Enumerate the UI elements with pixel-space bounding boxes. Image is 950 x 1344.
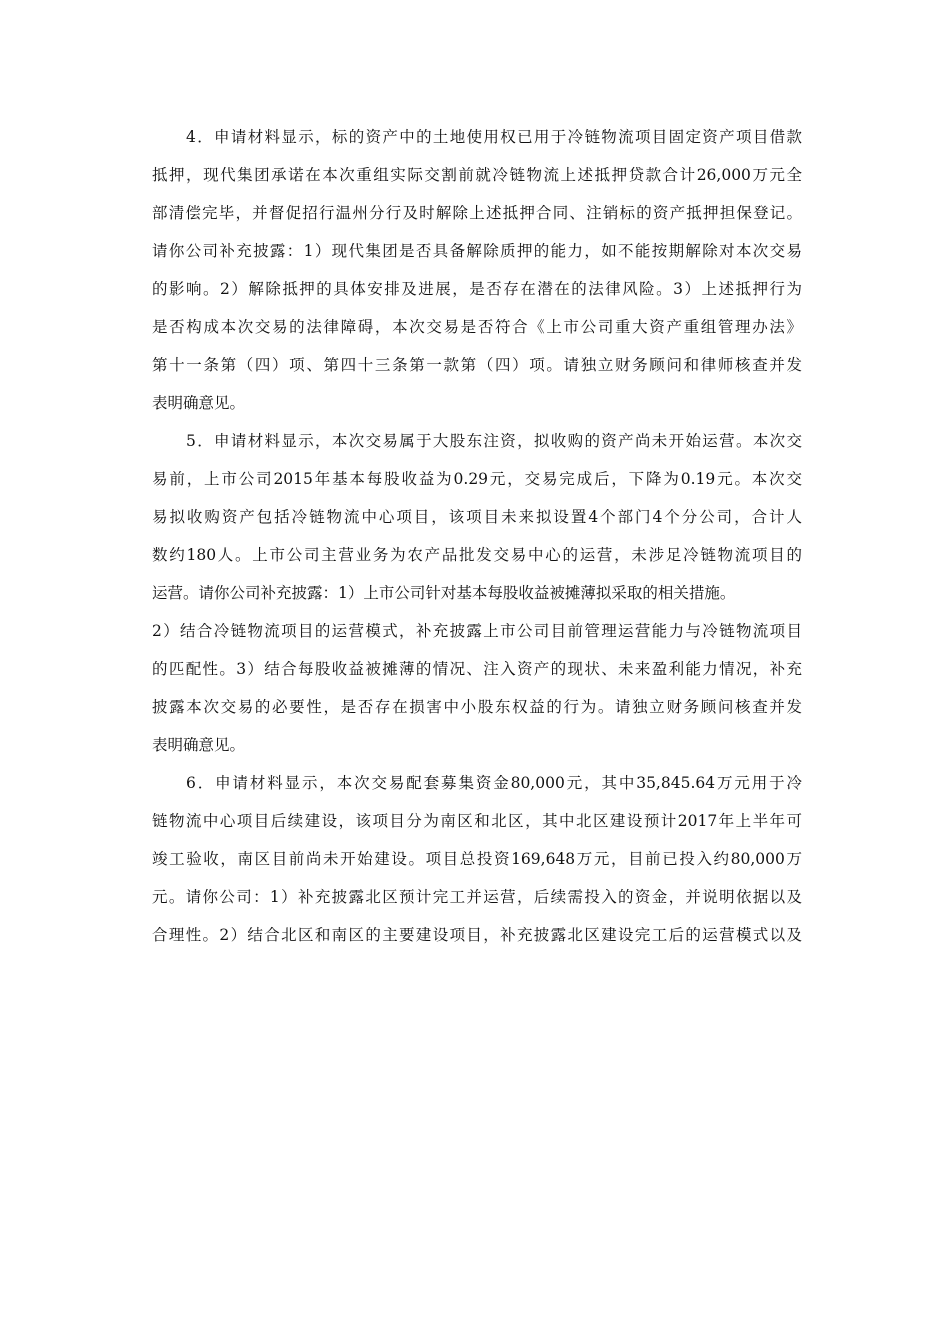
paragraph-line: 的匹配性。3）结合每股收益被摊薄的情况、注入资产的现状、未来盈利能力情况，补充 [152,660,802,678]
paragraph-line: 易前，上市公司2015年基本每股收益为0.29元，交易完成后，下降为0.19元。本次交 [152,470,802,488]
paragraph-line: 5．申请材料显示，本次交易属于大股东注资，拟收购的资产尚未开始运营。本次交 [186,432,802,450]
paragraph-line: 披露本次交易的必要性，是否存在损害中小股东权益的行为。请独立财务顾问核查并发 [152,698,802,716]
paragraph-line: 元。请你公司：1）补充披露北区预计完工并运营，后续需投入的资金，并说明依据以及 [152,888,802,906]
paragraph-line: 竣工验收，南区目前尚未开始建设。项目总投资169,648万元，目前已投入约80,000万 [152,850,802,868]
paragraph-item-6 [152,764,802,954]
paragraph-line: 的影响。2）解除抵押的具体安排及进展，是否存在潜在的法律风险。3）上述抵押行为 [152,280,802,298]
paragraph-line: 表明确意见。 [152,394,246,412]
paragraph-line: 抵押，现代集团承诺在本次重组实际交割前就冷链物流上述抵押贷款合计26,000万元全 [152,166,802,184]
paragraph-line: 表明确意见。 [152,736,246,754]
paragraph-line: 合理性。2）结合北区和南区的主要建设项目，补充披露北区建设完工后的运营模式以及 [152,926,802,944]
paragraph-line: 6．申请材料显示，本次交易配套募集资金80,000元，其中35,845.64万元用于冷 [186,774,802,792]
paragraph-line: 数约180人。上市公司主营业务为农产品批发交易中心的运营，未涉足冷链物流项目的 [152,546,802,564]
paragraph-line: 部清偿完毕，并督促招行温州分行及时解除上述抵押合同、注销标的资产抵押担保登记。 [152,204,802,222]
paragraph-item-5 [152,422,802,764]
paragraph-line: 运营。请你公司补充披露：1）上市公司针对基本每股收益被摊薄拟采取的相关措施。 [152,584,736,602]
paragraph-line: 是否构成本次交易的法律障碍，本次交易是否符合《上市公司重大资产重组管理办法》 [152,318,802,336]
document-body [152,118,802,954]
paragraph-line: 链物流中心项目后续建设，该项目分为南区和北区，其中北区建设预计2017年上半年可 [152,812,802,830]
paragraph-line: 第十一条第（四）项、第四十三条第一款第（四）项。请独立财务顾问和律师核查并发 [152,356,802,374]
paragraph-line: 4．申请材料显示，标的资产中的土地使用权已用于冷链物流项目固定资产项目借款 [186,128,802,146]
paragraph-line: 2）结合冷链物流项目的运营模式，补充披露上市公司目前管理运营能力与冷链物流项目 [152,622,802,640]
paragraph-line: 请你公司补充披露：1）现代集团是否具备解除质押的能力，如不能按期解除对本次交易 [152,242,802,260]
paragraph-line: 易拟收购资产包括冷链物流中心项目，该项目未来拟设置4个部门4个分公司，合计人 [152,508,802,526]
paragraph-item-4 [152,118,802,422]
